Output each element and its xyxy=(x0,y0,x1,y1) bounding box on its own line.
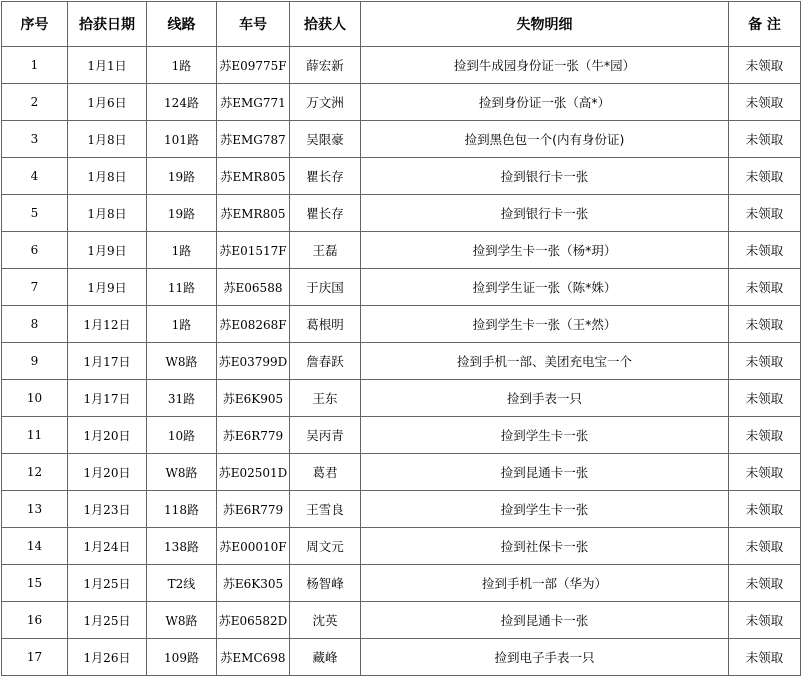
cell-date: 1月25日 xyxy=(68,565,147,602)
header-note: 备 注 xyxy=(729,2,801,47)
cell-finder: 瞿长存 xyxy=(290,195,361,232)
cell-desc: 捡到手机一部、美团充电宝一个 xyxy=(361,343,729,380)
cell-finder: 王磊 xyxy=(290,232,361,269)
cell-route: 10路 xyxy=(147,417,217,454)
cell-desc: 捡到身份证一张（高*） xyxy=(361,84,729,121)
table-row xyxy=(2,454,801,491)
cell-desc: 捡到银行卡一张 xyxy=(361,195,729,232)
cell-date: 1月20日 xyxy=(68,454,147,491)
cell-no: 15 xyxy=(2,565,68,602)
table-row xyxy=(2,491,801,528)
cell-desc: 捡到手机一部（华为） xyxy=(361,565,729,602)
cell-no: 11 xyxy=(2,417,68,454)
table-row xyxy=(2,306,801,343)
cell-desc: 捡到学生卡一张（王*然） xyxy=(361,306,729,343)
cell-desc: 捡到昆通卡一张 xyxy=(361,602,729,639)
cell-finder: 周文元 xyxy=(290,528,361,565)
cell-no: 3 xyxy=(2,121,68,158)
table-row xyxy=(2,84,801,121)
cell-note: 未领取 xyxy=(729,380,801,417)
cell-bus: 苏E6K305 xyxy=(217,565,290,602)
cell-finder: 葛君 xyxy=(290,454,361,491)
cell-finder: 詹春跃 xyxy=(290,343,361,380)
cell-bus: 苏E01517F xyxy=(217,232,290,269)
table-row xyxy=(2,195,801,232)
header-date: 拾获日期 xyxy=(68,2,147,47)
cell-date: 1月17日 xyxy=(68,343,147,380)
cell-finder: 藏峰 xyxy=(290,639,361,676)
cell-no: 1 xyxy=(2,47,68,84)
cell-bus: 苏E06588 xyxy=(217,269,290,306)
cell-note: 未领取 xyxy=(729,454,801,491)
cell-bus: 苏EMR805 xyxy=(217,195,290,232)
cell-note: 未领取 xyxy=(729,417,801,454)
cell-route: 118路 xyxy=(147,491,217,528)
table-row xyxy=(2,121,801,158)
cell-route: 138路 xyxy=(147,528,217,565)
cell-no: 4 xyxy=(2,158,68,195)
cell-no: 2 xyxy=(2,84,68,121)
table-row xyxy=(2,343,801,380)
cell-finder: 葛根明 xyxy=(290,306,361,343)
cell-no: 14 xyxy=(2,528,68,565)
cell-finder: 薛宏新 xyxy=(290,47,361,84)
cell-desc: 捡到黑色包一个(内有身份证) xyxy=(361,121,729,158)
cell-note: 未领取 xyxy=(729,121,801,158)
cell-finder: 瞿长存 xyxy=(290,158,361,195)
table-row xyxy=(2,158,801,195)
cell-bus: 苏E00010F xyxy=(217,528,290,565)
cell-finder: 吴丙青 xyxy=(290,417,361,454)
cell-bus: 苏E6K905 xyxy=(217,380,290,417)
cell-note: 未领取 xyxy=(729,602,801,639)
cell-date: 1月6日 xyxy=(68,84,147,121)
table-row xyxy=(2,380,801,417)
table-row xyxy=(2,639,801,676)
cell-finder: 王东 xyxy=(290,380,361,417)
cell-no: 7 xyxy=(2,269,68,306)
cell-bus: 苏E02501D xyxy=(217,454,290,491)
cell-date: 1月24日 xyxy=(68,528,147,565)
cell-finder: 沈英 xyxy=(290,602,361,639)
cell-no: 16 xyxy=(2,602,68,639)
cell-route: W8路 xyxy=(147,454,217,491)
cell-route: 31路 xyxy=(147,380,217,417)
cell-desc: 捡到学生卡一张 xyxy=(361,491,729,528)
table-row xyxy=(2,417,801,454)
table-row xyxy=(2,528,801,565)
cell-date: 1月8日 xyxy=(68,195,147,232)
cell-date: 1月25日 xyxy=(68,602,147,639)
header-row xyxy=(2,2,801,47)
cell-note: 未领取 xyxy=(729,47,801,84)
cell-finder: 吴限豪 xyxy=(290,121,361,158)
cell-no: 12 xyxy=(2,454,68,491)
header-desc: 失物明细 xyxy=(361,2,729,47)
cell-date: 1月12日 xyxy=(68,306,147,343)
cell-note: 未领取 xyxy=(729,195,801,232)
table-row xyxy=(2,47,801,84)
table-row xyxy=(2,232,801,269)
cell-date: 1月9日 xyxy=(68,269,147,306)
cell-note: 未领取 xyxy=(729,565,801,602)
cell-date: 1月9日 xyxy=(68,232,147,269)
cell-bus: 苏E6R779 xyxy=(217,491,290,528)
cell-route: 11路 xyxy=(147,269,217,306)
cell-finder: 于庆国 xyxy=(290,269,361,306)
cell-bus: 苏E09775F xyxy=(217,47,290,84)
cell-desc: 捡到手表一只 xyxy=(361,380,729,417)
cell-desc: 捡到学生证一张（陈*姝） xyxy=(361,269,729,306)
cell-route: 109路 xyxy=(147,639,217,676)
cell-desc: 捡到银行卡一张 xyxy=(361,158,729,195)
cell-note: 未领取 xyxy=(729,306,801,343)
cell-route: 1路 xyxy=(147,306,217,343)
cell-finder: 王雪良 xyxy=(290,491,361,528)
cell-note: 未领取 xyxy=(729,84,801,121)
cell-route: 124路 xyxy=(147,84,217,121)
cell-desc: 捡到牛成园身份证一张（牛*园） xyxy=(361,47,729,84)
cell-bus: 苏E6R779 xyxy=(217,417,290,454)
lost-found-table xyxy=(1,1,801,676)
cell-route: 101路 xyxy=(147,121,217,158)
cell-date: 1月8日 xyxy=(68,158,147,195)
cell-desc: 捡到学生卡一张 xyxy=(361,417,729,454)
cell-date: 1月1日 xyxy=(68,47,147,84)
cell-no: 8 xyxy=(2,306,68,343)
cell-note: 未领取 xyxy=(729,528,801,565)
cell-bus: 苏E08268F xyxy=(217,306,290,343)
cell-desc: 捡到学生卡一张（杨*玥） xyxy=(361,232,729,269)
cell-note: 未领取 xyxy=(729,158,801,195)
cell-desc: 捡到昆通卡一张 xyxy=(361,454,729,491)
cell-no: 5 xyxy=(2,195,68,232)
cell-route: W8路 xyxy=(147,343,217,380)
cell-note: 未领取 xyxy=(729,491,801,528)
cell-no: 9 xyxy=(2,343,68,380)
cell-date: 1月8日 xyxy=(68,121,147,158)
cell-finder: 万文洲 xyxy=(290,84,361,121)
cell-date: 1月17日 xyxy=(68,380,147,417)
cell-route: 19路 xyxy=(147,158,217,195)
cell-note: 未领取 xyxy=(729,232,801,269)
header-finder: 拾获人 xyxy=(290,2,361,47)
cell-note: 未领取 xyxy=(729,343,801,380)
cell-desc: 捡到社保卡一张 xyxy=(361,528,729,565)
cell-route: 1路 xyxy=(147,47,217,84)
cell-route: 1路 xyxy=(147,232,217,269)
cell-no: 13 xyxy=(2,491,68,528)
cell-bus: 苏EMC698 xyxy=(217,639,290,676)
cell-bus: 苏E03799D xyxy=(217,343,290,380)
table-row xyxy=(2,269,801,306)
table-row xyxy=(2,565,801,602)
cell-note: 未领取 xyxy=(729,639,801,676)
cell-no: 10 xyxy=(2,380,68,417)
cell-date: 1月23日 xyxy=(68,491,147,528)
cell-no: 17 xyxy=(2,639,68,676)
cell-bus: 苏E06582D xyxy=(217,602,290,639)
cell-date: 1月26日 xyxy=(68,639,147,676)
header-no: 序号 xyxy=(2,2,68,47)
cell-desc: 捡到电子手表一只 xyxy=(361,639,729,676)
cell-route: T2线 xyxy=(147,565,217,602)
cell-bus: 苏EMG787 xyxy=(217,121,290,158)
cell-date: 1月20日 xyxy=(68,417,147,454)
cell-bus: 苏EMR805 xyxy=(217,158,290,195)
cell-note: 未领取 xyxy=(729,269,801,306)
table-row xyxy=(2,602,801,639)
cell-route: 19路 xyxy=(147,195,217,232)
header-route: 线路 xyxy=(147,2,217,47)
cell-bus: 苏EMG771 xyxy=(217,84,290,121)
cell-route: W8路 xyxy=(147,602,217,639)
cell-no: 6 xyxy=(2,232,68,269)
cell-finder: 杨智峰 xyxy=(290,565,361,602)
header-bus: 车号 xyxy=(217,2,290,47)
